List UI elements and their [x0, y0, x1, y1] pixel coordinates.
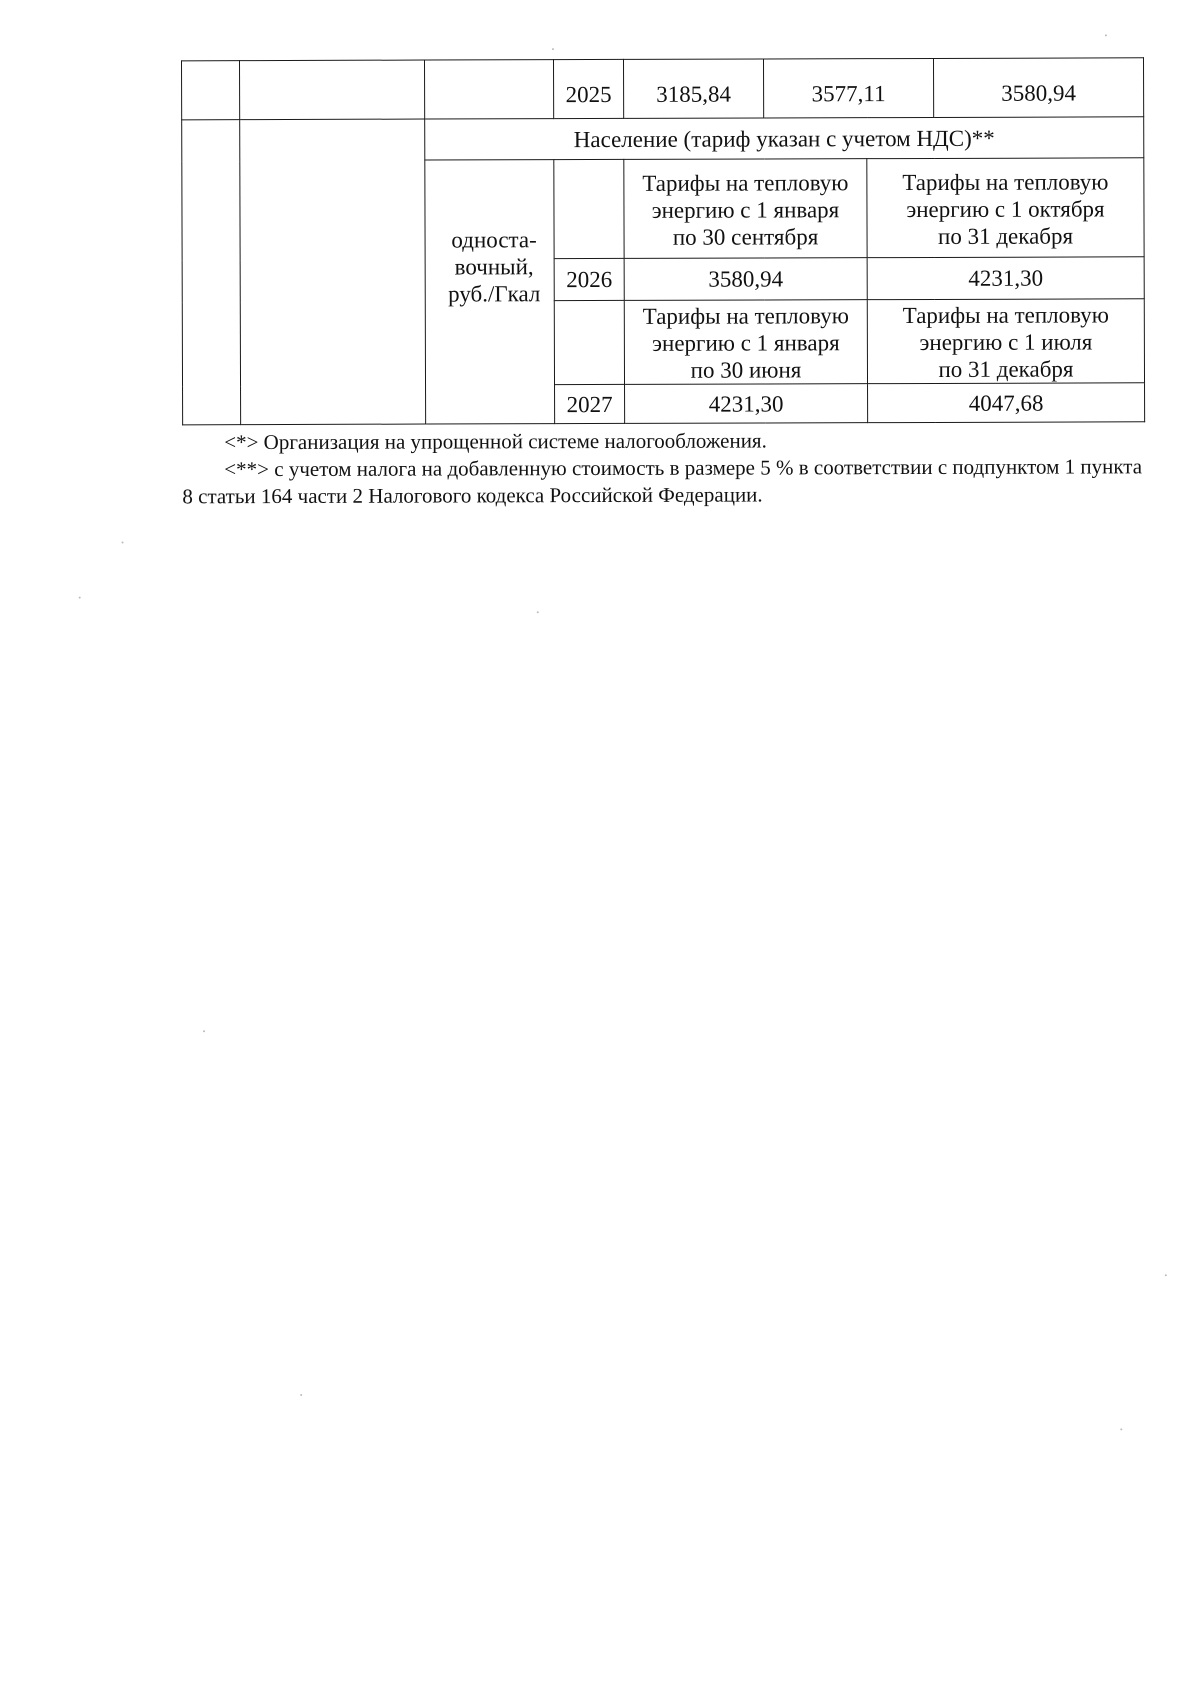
cell-year: 2027 [555, 384, 625, 423]
cell-value: 4047,68 [868, 383, 1145, 423]
scan-speck [1105, 34, 1107, 36]
period-header-2027-second [867, 299, 1144, 384]
footnote-1: <*> Организация на упрощенной системе налогообложения. [224, 428, 767, 455]
period-header-line: энергию с 1 октября [906, 195, 1105, 222]
scan-speck [122, 541, 124, 543]
cell-value: 3577,11 [763, 58, 933, 118]
table-row-2025 [182, 58, 1144, 120]
section-header: Население (тариф указан с учетом НДС)** [425, 117, 1144, 160]
unit-label-line: вочный, [454, 254, 534, 280]
period-header-line: по 30 июня [690, 357, 802, 383]
cell-year-empty [554, 300, 624, 384]
cell-value: 3185,84 [623, 59, 763, 118]
cell-organization [240, 60, 425, 120]
unit-label-line: руб./Гкал [448, 281, 541, 307]
cell-year: 2025 [553, 59, 623, 118]
table-row-section [182, 117, 1144, 161]
period-header-line: Тарифы на тепловую [642, 169, 849, 196]
period-header-line: Тарифы на тепловую [902, 302, 1109, 329]
period-header-2026-second [867, 158, 1144, 258]
cell-value: 4231,30 [867, 257, 1144, 300]
scan-speck [1165, 1274, 1167, 1276]
period-header-line: энергию с 1 января [652, 330, 840, 356]
cell-year: 2026 [554, 258, 624, 300]
tariff-table [181, 57, 1145, 425]
cell-unit-label [425, 160, 555, 424]
cell-number [182, 120, 241, 425]
scan-speck [1120, 1428, 1122, 1430]
cell-organization [240, 119, 426, 425]
unit-label-line: односта- [451, 227, 537, 253]
scan-speck [203, 1030, 205, 1032]
scan-speck [552, 48, 554, 50]
cell-number [182, 61, 240, 120]
period-header-line: Тарифы на тепловую [902, 168, 1109, 195]
footnote-2: <**> с учетом налога на добавленную стоимость в размере 5 % в соответствии с подпунктом 1 пункта 8 статьи 164 части 2 Налогового кодекса Российской Федерации. [182, 454, 1143, 509]
scan-speck [79, 597, 81, 599]
period-header-line: по 30 сентября [672, 223, 819, 250]
period-header-line: по 31 декабря [937, 223, 1074, 249]
cell-tariff-type [424, 60, 553, 119]
cell-value: 3580,94 [933, 58, 1143, 118]
scan-speck [537, 611, 539, 613]
footnotes [182, 426, 1144, 510]
cell-value: 3580,94 [624, 258, 867, 301]
period-header-line: энергию с 1 июля [919, 329, 1093, 355]
scan-speck [300, 1394, 302, 1396]
period-header-line: по 31 декабря [938, 356, 1074, 382]
period-header-2026-first [624, 159, 867, 259]
cell-year-empty [554, 159, 624, 258]
cell-value: 4231,30 [625, 384, 868, 424]
period-header-line: Тарифы на тепловую [642, 303, 849, 329]
period-header-line: энергию с 1 января [651, 196, 840, 223]
period-header-2027-first [624, 300, 867, 385]
